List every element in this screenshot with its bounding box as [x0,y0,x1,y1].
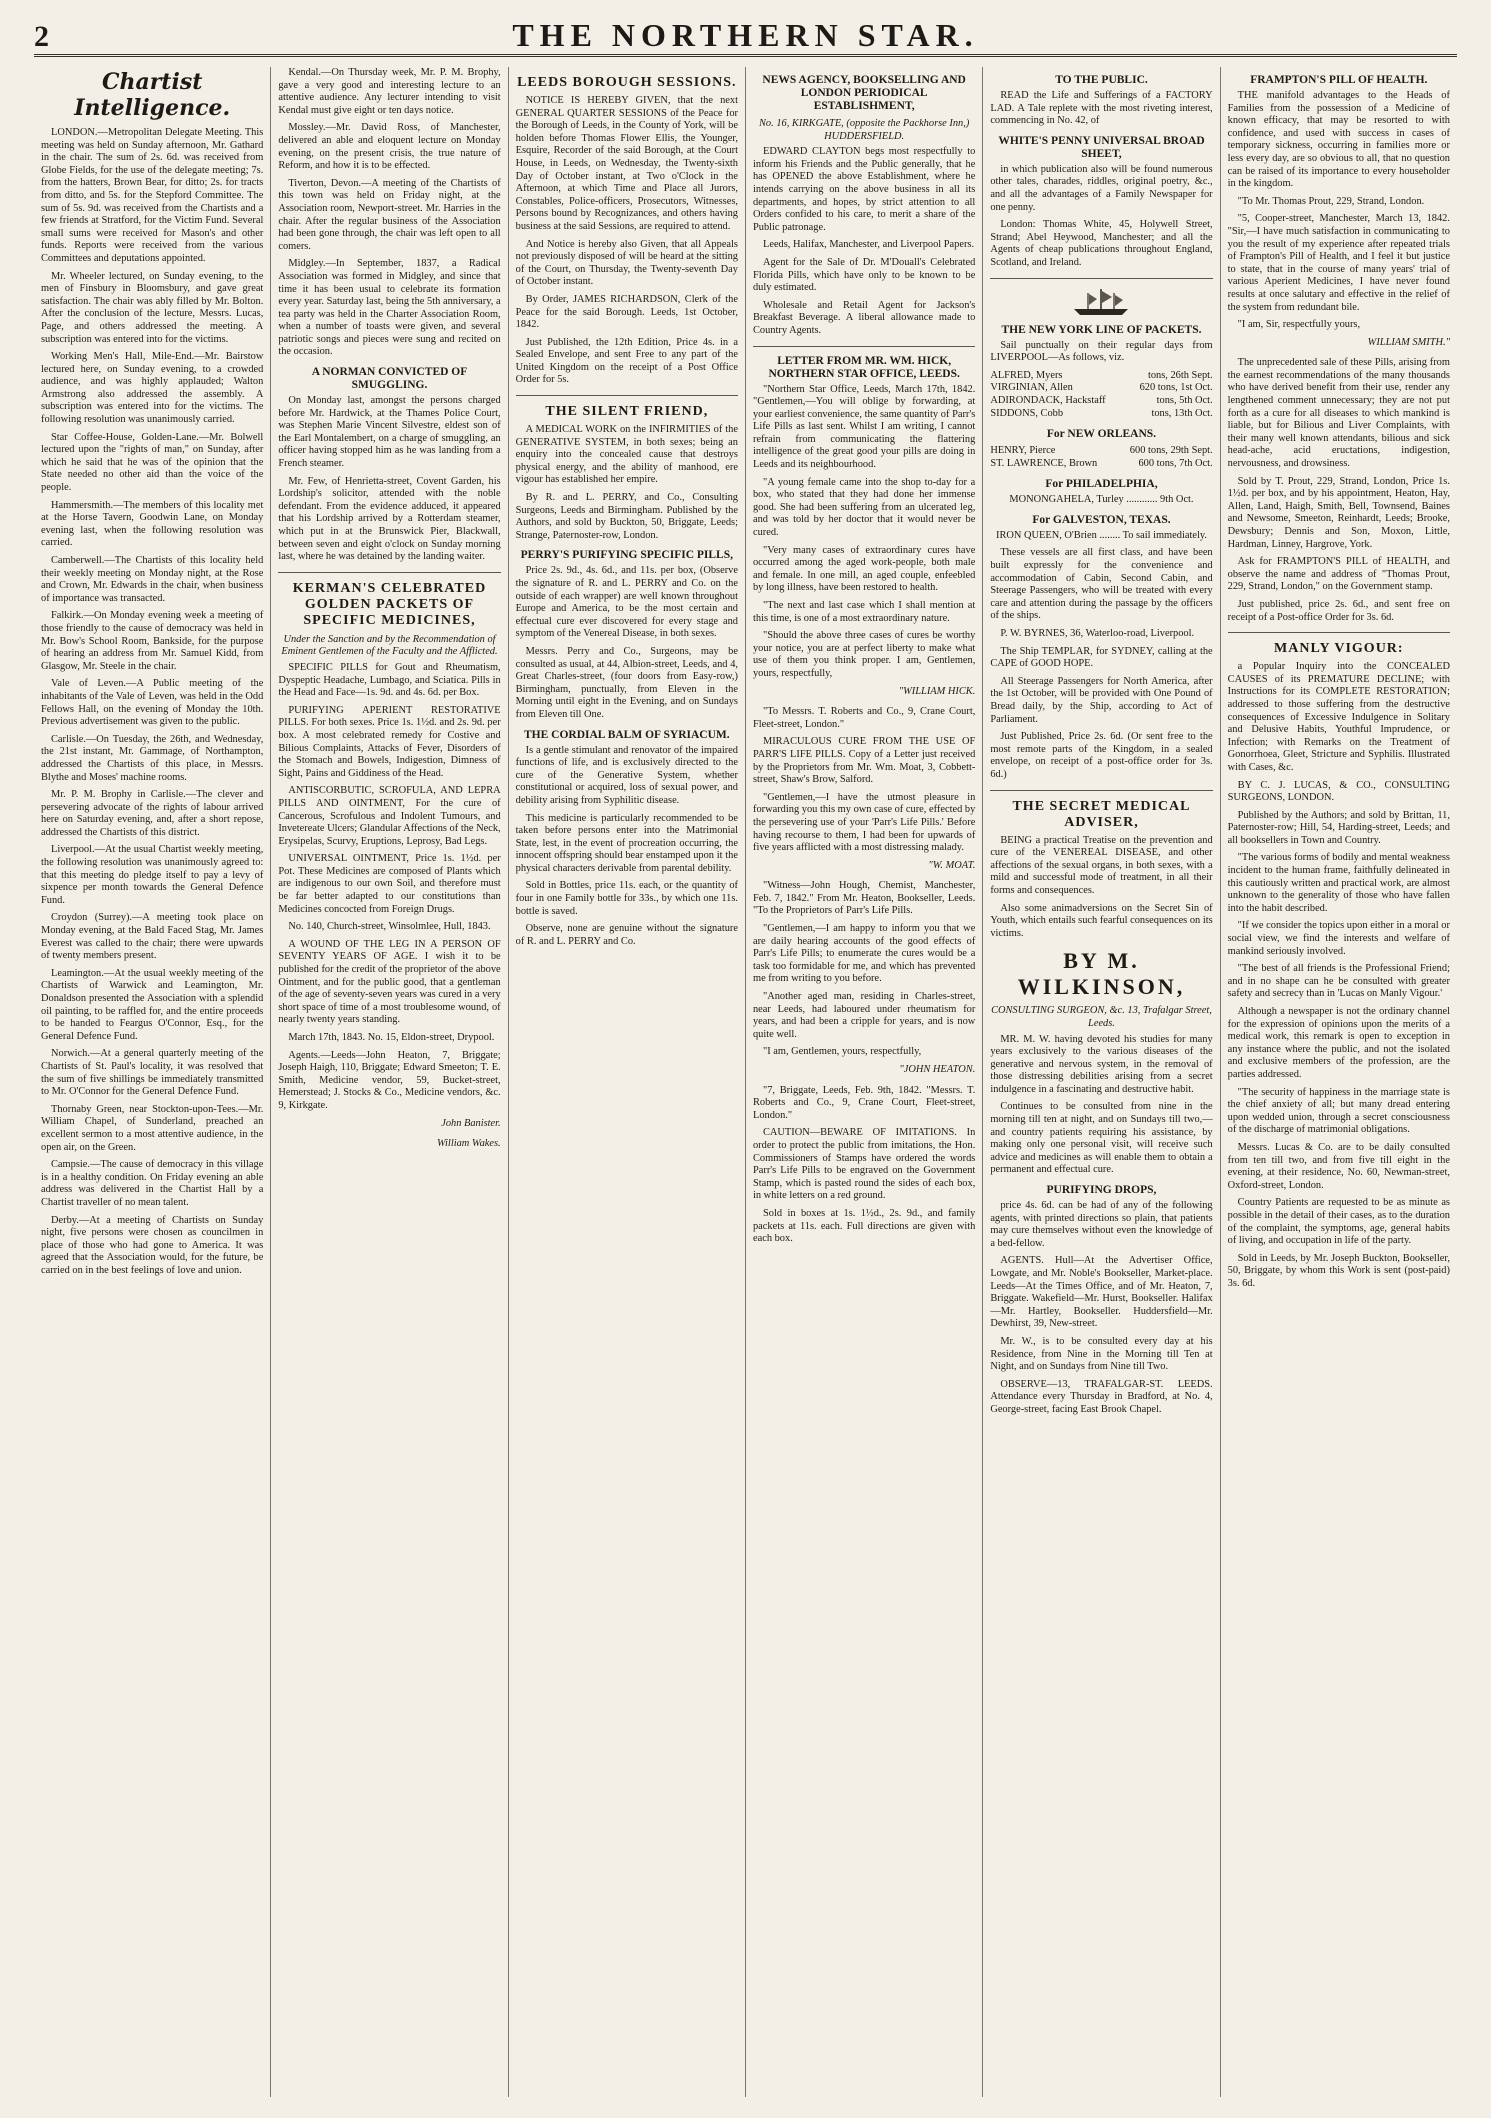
paragraph: Carlisle.—On Tuesday, the 26th, and Wednesday, the 21st instant, Mr. Gammage, of Northampton, addressed the Chartists of this place, in Messrs. Blythe and Moses' machine rooms. [41,733,264,783]
paragraph: Mr. Wheeler lectured, on Sunday evening, to the men of Finsbury in Bloomsbury, and gave great satisfaction. The chair was ably filled by Mr. Bolton. After the conclusion of the lecture, Messrs. Lucas, Page, and others addressed the meeting. A subscription was entered into for the victims. [41,270,264,345]
chartist-reports [41,127,263,1277]
paragraph: No. 140, Church-street, Winsolmlee, Hull, 1843. [288,921,491,933]
purifying-drops-heading: PURIFYING DROPS, [1046,1184,1157,1197]
paragraph: Price 2s. 9d., 4s. 6d., and 11s. per box, (Observe the signature of R. and L. PERRY and Co. on the outside of each wrapper) are well known throughout Europe and America, to be the most certain and effectual cure ever discovered for every stage and symptom of the Venereal Disease, in both sexes. [515,565,738,640]
column-1 [34,67,271,2097]
paragraph: By R. and L. PERRY, and Co., Consulting Surgeons, Leeds and Birmingham. Published by the Authors, and sold by Buckton, 50, Briggate, Leeds; Strange, Paternoster-row, London. [515,492,738,541]
ship-row [990,458,1212,471]
paragraph: "Should the above three cases of cures be worthy your notice, you are at perfect liberty to make what use of them you think proper. I am, Gentlemen, yours, respectfully, [752,630,976,679]
paragraph: March 17th, 1843. No. 15, Eldon-street, Drypool. [288,1032,495,1043]
paragraph: a Popular Inquiry into the CONCEALED CAUSES of its PREMATURE DECLINE; with Instructions for its COMPLETE RESTORATION; addressed to those suffering from the destructive consequences of Excessive Indulgence in Solitary and Delusive Habits, Youthful Imprudence, or Infection; with Remarks on the Treatment of Gonorrhoea, Gleet, Stricture and Syphilis. Illustrated with Cases, &c. [1227,661,1450,773]
paragraph: Sold by T. Prout, 229, Strand, London, Price 1s. 1½d. per box, and by his appointment, Heaton, Hay, Allen, Land, Haigh, Smith, Bell, Townsend, Baines and Newsome, Smeeton, Reinhardt, Leeds; Brooke, Dewsbury; Dennis and Son, Moxon, Little, Hardman, Linney, Hargrove, York. [1227,475,1450,550]
paragraph: By Order, JAMES RICHARDSON, Clerk of the Peace for the said Borough. Leeds, 1st October, 1842. [515,293,738,331]
paragraph: Derby.—At a meeting of Chartists on Sunday night, five persons were chosen as councilmen in place of those who had gone to America. It was agreed that the Association would, for the future, be carried on in the best feelings of love and union. [41,1214,264,1276]
ship-name: ADIRONDACK, Hackstaff [990,394,1106,406]
packets-intro [990,340,1212,365]
hick-letter-heading: LETTER FROM MR. WM. HICK, NORTHERN STAR OFFICE, LEEDS. [768,354,960,380]
manly-vigour-heading: MANLY VIGOUR: [1274,641,1404,657]
paragraph: Star Coffee-House, Golden-Lane.—Mr. Bolwell lectured upon the "rights of man," on Sunday, after which he said that he was of the opinion that the State needed no other aid than the voice of the people. [41,431,264,494]
paragraph: Mr. P. M. Brophy in Carlisle.—The clever and persevering advocate of the rights of labour arrived here on Saturday evening, and, after a short repose, addressed the Chartists of this district. [41,789,264,838]
signature-hick: "WILLIAM HICK. [898,685,976,697]
galveston-heading: For GALVESTON, TEXAS. [1032,513,1171,526]
broadsheet-heading: WHITE'S PENNY UNIVERSAL BROAD SHEET, [998,134,1205,160]
column-4 [746,67,983,2097]
ship-name: VIRGINIAN, Allen [990,382,1073,394]
paragraph: BY C. J. LUCAS, & CO., CONSULTING SURGEONS, LONDON. [1227,779,1450,804]
paragraph: "I am, Gentlemen, yours, respectfully, [762,1046,922,1058]
paragraph: Tiverton, Devon.—A meeting of the Chartists of this town was held on Friday night, at the Association room, Newport-street. Mr. Harries in the chair. After the regular business of the Association had been gone through, the chair was left open to all comers. [278,177,501,252]
paragraph: NOTICE IS HEREBY GIVEN, that the next GENERAL QUARTER SESSIONS of the Peace for the Borough of Leeds, in the County of York, will be holden before Thomas Flower Ellis, the Younger, Esquire, Recorder of the said Borough, at the Court House, in Leeds, on Wednesday, the Twenty-sixth Day of October instant, at Two o'Clock in the Afternoon, at which Time and Place all Jurors, Constables, Police-officers, Prosecutors, Witnesses, Persons bound by Recognizances, and others having business at the said Sessions, are required to attend. [515,95,738,232]
column-6 [1221,67,1457,2097]
broadsheet-advert [990,164,1212,270]
paragraph: Campsie.—The cause of democracy in this village is in a healthy condition. On Friday evening an able address was delivered in the Chartist Hall by a Chartist traveller of no mean talent. [41,1159,264,1208]
paragraph: UNIVERSAL OINTMENT, Price 1s. 1½d. per Pot. These Medicines are composed of Plants which are indigenous to our own Soil, and therefore must be far better adapted to our constitutions than Medicines concocted from Foreign Drugs. [278,853,501,915]
paragraph: THE manifold advantages to the Heads of Families from the possession of a Medicine of known efficacy, that may be resorted to with confidence, and used with success in cases of temporary sickness, occurring in families more or less every day, are so obvious to all, that no question can be raised of its importance to every householder in the kingdom. [1227,90,1450,190]
paragraph: Kendal.—On Thursday week, Mr. P. M. Brophy, gave a very good and interesting lecture to an attentive audience. Any lecturer intending to visit Kendal must give eight or ten days notice. [278,67,501,116]
paragraph: "Another aged man, residing in Charles-street, near Leeds, had laboured under rheumatism for years, and had been a cripple for years, and is now quite well. [752,991,976,1040]
signature-smith: WILLIAM SMITH." [1367,336,1450,348]
paragraph: All Steerage Passengers for North America, after the 1st October, will be provided with One Pound of Bread daily, by the Ship, according to Act of Parliament. [990,675,1213,725]
paragraph: CAUTION—BEWARE OF IMITATIONS. In order to protect the public from imitations, the Hon. Commissioners of Stamps have ordered the words Parr's Life Pills to be engraved on the Government Stamp, which is pasted round the sides of each box, in white letters on a red ground. [752,1127,976,1202]
column-2 [271,67,508,2097]
ship-row [990,382,1212,395]
paragraph: Agents.—Leeds—John Heaton, 7, Briggate; Joseph Haigh, 110, Briggate; Edward Smeeton; T. E. Smith, Medicine vendor, 59, Bucket-street, Hemerstead; J. Stocks & Co., Medicine vendors, &c. 9, Kirkgate. [278,1049,501,1111]
sessions-heading: LEEDS BOROUGH SESSIONS. [517,75,737,90]
paragraph: Messrs. Lucas & Co. are to be daily consulted from ten till two, and from five till eight in the evening, at their residence, No. 60, Newman-street, Oxford-street, London. [1227,1141,1450,1191]
paragraph: Midgley.—In September, 1837, a Radical Association was formed in Midgley, and since that time it has been usual to celebrate its formation every year. Saturday last, being the 5th anniversary, a tea party was held in the Charter Association Room, when a number of toasts were given, and several patriotic songs and pieces were sung and recited on the occasion. [278,258,501,358]
news-agency-advert [753,146,975,337]
column-5 [983,67,1220,2097]
signature-heaton: "JOHN HEATON. [899,1064,976,1075]
paragraph: "5, Cooper-street, Manchester, March 13, 1842. "Sir,—I have much satisfaction in communicating to you the result of my experience after repeated trials of Frampton's Pill of Health, and I feel it but justice to state, that in the course of many years' trial of various Aperient Medicines, I have never found results at once salutary and effective in the relief of the system from redundant bile. [1227,213,1450,313]
paragraph: "The best of all friends is the Professional Friend; and in no shape can he be consulted with greater safety and secrecy than in 'Lucas on Manly Vigour.' [1227,963,1450,1000]
paragraph: MR. M. W. having devoted his studies for many years exclusively to the various diseases of the generative and nervous system, in the removal of those distressing debilities arising from a secret indulgence in a fascinating and destructive habit. [990,1033,1213,1095]
factory-lad-advert [990,90,1212,128]
columns [34,67,1457,2097]
paragraph: "Gentlemen,—I have the utmost pleasure in forwarding you this my own case of cure, effected by the persevering use of your 'Parr's Life Pills.' Before having recourse to them, I had been for upwards of five years afflicted with a most distressing malady. [752,791,976,854]
paragraph: London: Thomas White, 45, Holywell Street, Strand; Abel Heywood, Manchester; and all the Agents of cheap publications throughout England, Scotland, and Ireland. [990,219,1213,268]
hick-letter [753,384,975,681]
caution-notice [753,1085,975,1246]
paragraph: Also some animadversions on the Secret Sin of Youth, which entails such fearful consequences on its victims. [990,902,1213,939]
paragraph: Norwich.—At a general quarterly meeting of the Chartists of St. Paul's locality, it was resolved that the sum of five shillings be immediately transmitted to Mr. O'Connor for the General Defence Fund. [41,1048,264,1098]
paragraph: "Gentlemen,—I am happy to inform you that we are daily hearing accounts of the good effects of Parr's Life Pills; to enumerate the cures would be a task too formidable for me, and which has prevented me from writing to you before. [752,923,976,985]
ship-row [990,408,1212,421]
ship-list-new-orleans [990,445,1212,470]
paragraph: Ask for FRAMPTON'S PILL of HEALTH, and observe the name and address of "Thomas Prout, 229, Strand, London," on the Government stamp. [1227,556,1450,593]
paragraph: Thornaby Green, near Stockton-upon-Tees.—Mr. William Chapel, of Sunderland, preached an excellent sermon to a most attentive audience, in the open air, on the Green. [41,1103,264,1153]
paragraph: READ the Life and Sufferings of a FACTORY LAD. A Tale replete with the most riveting interest, commencing in No. 42, of [990,90,1213,127]
paragraph: P. W. BYRNES, 36, Waterloo-road, Liverpool. [1000,628,1195,640]
paragraph: MIRACULOUS CURE FROM THE USE OF PARR'S LIFE PILLS. Copy of a Letter just received by the Proprietors from Mr. Wm. Moat, 3, Cobbett-street, Shaw's Brow, Salford. [752,736,976,786]
philadelphia-heading: For PHILADELPHIA, [1045,478,1158,491]
paragraph: Sold in Leeds, by Mr. Joseph Buckton, Bookseller, 50, Briggate, by whom this Work is sent (post-paid) 3s. 6d. [1227,1252,1450,1289]
purifying-drops-advert [990,1200,1212,1417]
paragraph: Liverpool.—At the usual Chartist weekly meeting, the following resolution was unanimously agreed to: that this meeting do pledge itself to pay a levy of sixpence per month towards the General Defence Fund. [41,844,264,906]
kerman-subheading: Under the Sanction and by the Recommendation of Eminent Gentlemen of the Faculty and the Afflicted. [281,633,498,658]
paragraph: Agent for the Sale of Dr. M'Douall's Celebrated Florida Pills, which have only to be known to be duly estimated. [752,256,976,294]
packets-heading: THE NEW YORK LINE OF PACKETS. [1001,323,1202,336]
paragraph: The Ship TEMPLAR, for SYDNEY, calling at the CAPE of GOOD HOPE. [990,645,1213,670]
cordial-balm-heading: THE CORDIAL BALM OF SYRIACUM. [524,728,730,741]
ship-row [990,370,1212,383]
ship-row [990,445,1212,458]
ship-philadelphia: MONONGAHELA, Turley ............ 9th Oct. [1009,494,1194,506]
paragraph: Leamington.—At the usual weekly meeting of the Chartists of Warwick and Leamington, Mr. Donaldson presented the Association with a splendid oil painting, to be raffled for, and the entire proceeds to be handed to Feargus O'Connor, Esq., for the General Defence Fund. [41,967,264,1042]
paragraph: These vessels are all first class, and have been built expressly for the convenience and accommodation of Cabin, Second Cabin, and Steerage Passengers, who will be treated with every care and attention during the passage by the officers of the ships. [990,547,1213,622]
paragraph: Just Published, Price 2s. 6d. (Or sent free to the most remote parts of the Kingdom, in a sealed envelope, on receipt of a post-office order for 3s. 6d.) [990,731,1213,780]
paragraph: BEING a practical Treatise on the prevention and cure of the VENEREAL DISEASE, and other affections of the sexual organs, in both sexes, with a mild and successful mode of treatment, in all their forms and consequences. [990,834,1213,896]
paragraph: ANTISCORBUTIC, SCROFULA, AND LEPRA PILLS AND OINTMENT, For the cure of Cancerous, Scrofulous and Indolent Tumours, and Invetereate Ulcers; Glandular Affections of the Neck, Erysipelas, Scurvy, Eruptions, Leprosy, Bad Legs. [278,785,501,847]
news-agency-address: No. 16, KIRKGATE, (opposite the Packhorse Inn,) HUDDERSFIELD. [759,118,970,142]
frampton-heading: FRAMPTON'S PILL OF HEALTH. [1250,74,1428,86]
paragraph: OBSERVE—13, TRAFALGAR-ST. LEEDS. Attendance every Thursday in Bradford, at No. 4, George-street, facing East Brook Chapel. [990,1378,1213,1415]
secret-adviser-advert [990,835,1212,941]
ship-tonnage-date: tons, 26th Sept. [1147,369,1213,381]
paragraph: Leeds, Halifax, Manchester, and Liverpool Papers. [762,239,975,251]
paragraph: Sold in Bottles, price 11s. each, or the quantity of four in one Family bottle for 33s., by which one 11s. bottle is saved. [515,880,738,917]
sessions-notice [516,95,738,387]
perry-pills-advert [516,565,738,721]
ship-tonnage-date: 620 tons, 1st Oct. [1139,382,1213,394]
paragraph: Wholesale and Retail Agent for Jackson's Breakfast Beverage. A liberal allowance made to Country Agents. [752,299,976,336]
cordial-balm-advert [516,745,738,949]
ship-name: SIDDONS, Cobb [990,407,1064,419]
section-heading: Chartist Intelligence. [74,69,231,121]
secret-adviser-heading: THE SECRET MEDICAL ADVISER, [1012,798,1191,830]
paragraph: AGENTS. Hull—At the Advertiser Office, Lowgate, and Mr. Noble's Bookseller, Market-place. Leeds—At the Times Office, and of Mr. Heaton, 7, Briggate. Wakefield—Mr. Hurst, Bookseller. Halifax—Mr. Hartley, Bookseller. Huddersfield—Mr. Dewhirst, 39, New-street. [990,1255,1213,1330]
kerman-heading: KERMAN'S CELEBRATED GOLDEN PACKETS OF SPECIFIC MEDICINES, [292,580,487,628]
paragraph: PURIFYING APERIENT RESTORATIVE PILLS. For both sexes. Price 1s. 1½d. and 2s. 9d. per box. A most celebrated remedy for Costive and Bilious Complaints, Attacks of Fever, Disorders of the Stomach and Bowels, Indigestion, Dimness of Sight, Pains and Giddiness of the Head. [278,704,501,779]
ship-tonnage-date: 600 tons, 7th Oct. [1138,457,1213,469]
paragraph: "To Mr. Thomas Prout, 229, Strand, London. [1237,195,1425,207]
ship-row [990,395,1212,408]
paragraph: Working Men's Hall, Mile-End.—Mr. Bairstow lectured here, on Sunday evening, to a crowded audience, and was highly applauded; Walton Armstrong also addressed the assembly. A subscription was entered into for the victims. The following resolution was unanimously carried. [41,351,264,426]
paragraph: Continues to be consulted from nine in the morning till ten at night, and on Sundays till two,—and country patients requiring his assistance, by making only one personal visit, will receive such advice and medicines as will enable them to obtain a permanent and effectual cure. [990,1101,1213,1176]
wilkinson-advert [990,1034,1212,1178]
paragraph: Mossley.—Mr. David Ross, of Manchester, delivered an able and eloquent lecture on Monday evening, on the present crisis, the true nature of Reform, and how it is to be effected. [278,122,501,172]
paragraph: "I am, Sir, respectfully yours, [1237,319,1361,331]
paragraph: Observe, none are genuine without the signature of R. and L. PERRY and Co. [515,923,738,947]
paragraph: Published by the Authors; and sold by Brittan, 11, Paternoster-row; Hill, 54, Harding-street, Leeds; and all booksellers in Town and Country. [1227,809,1450,846]
frampton-details [1228,357,1450,624]
paragraph: Camberwell.—The Chartists of this locality held their weekly meeting on Monday night, at the Rose and Crown, Mr. Edwards in the chair, when business of importance was transacted. [41,555,264,604]
smuggling-heading: A NORMAN CONVICTED OF SMUGGLING. [311,366,468,392]
paragraph: Sold in boxes at 1s. 1½d., 2s. 9d., and family packets at 11s. each. Full directions are given with each box. [752,1207,976,1245]
paragraph: Just Published, the 12th Edition, Price 4s. in a Sealed Envelope, and sent Free to any part of the United Kingdom on the receipt of a Post Office Order for 5s. [515,336,738,386]
ship-name: ALFRED, Myers [990,369,1063,381]
paragraph: price 4s. 6d. can be had of any of the following agents, with printed directions so plain, that patients may cure themselves without even the knowledge of a bed-fellow. [990,1200,1213,1249]
signature-banister: John Banister. [441,1117,501,1129]
silent-friend-heading: THE SILENT FRIEND, [545,404,709,420]
paragraph: Just published, price 2s. 6d., and sent free on receipt of a Post-office Order for 3s. 6d. [1227,598,1450,623]
signature-wakes: William Wakes. [436,1138,501,1150]
heaton-letter [753,880,975,1059]
page-number: 2 [34,20,49,53]
to-the-public-heading: TO THE PUBLIC. [1055,74,1148,86]
packets-details [990,547,1212,781]
paragraph: Falkirk.—On Monday evening week a meeting of those friendly to the cause of democracy was held in Mr. Bow's School Room, Bankside, for the purpose of hearing an address from Mr. Samuel Kidd, from Glasgow, Mr. Steele in the chair. [41,610,264,672]
paragraph: Is a gentle stimulant and renovator of the impaired functions of life, and is exclusively directed to the cure of the Generative System, whether constitutional or acquired, loss of sexual power, and debility arising from Syphilitic disease. [515,744,738,806]
kerman-advert [278,662,500,1113]
paragraph: "The next and last case which I shall mention at this time, is one of a most extraordinary nature. [752,600,976,624]
paragraph: "To Messrs. T. Roberts and Co., 9, Crane Court, Fleet-street, London." [752,706,976,730]
paragraph: On Monday last, amongst the persons charged before Mr. Hardwick, at the Thames Police Court, was Stephen Marie Vincent Silvestre, eldest son of the Earl Montalembert, on a charge of smuggling, an officer having stopped him as he was landing from a French steamer. [278,395,501,470]
smuggling-story [278,395,500,564]
silent-friend-advert [516,424,738,542]
paragraph: Mr. W., is to be consulted every day at his Residence, from Nine in the Morning till Ten at Night, and on Sundays from Nine till Two. [990,1335,1213,1373]
paragraph: Vale of Leven.—A Public meeting of the inhabitants of the Vale of Leven, was held in the Odd Fellows Hall, on the evening of Monday the 10th. Previous advertisement was given to the public. [41,678,264,728]
manly-vigour-advert [1228,661,1450,1290]
paragraph: The unprecedented sale of these Pills, arising from the earnest recommendations of the many thousands who have derived benefit from their use, render any lengthened comment unnecessary; they are not put forth as a cure for all diseases to which mankind is liable, but for Bilious and Liver Complaints, with their many well known attendants, bilious and sick head-ache, acid eructations, indigestion, nervousness, and drowsiness. [1227,357,1450,470]
paragraph: "The various forms of bodily and mental weakness incident to the human frame, faithfully delineated in this cautiously written and practical work, are almost unknown to the generality of those who have fallen into the habit described. [1227,852,1450,914]
paragraph: SPECIFIC PILLS for Gout and Rheumatism, Dyspeptic Headache, Lumbago, and Sciatica. Pills in the Head and Face—1s. 9d. and 4s. 6d. per Box. [278,661,501,699]
ship-galveston: IRON QUEEN, O'Brien ........ To sail immediately. [996,529,1207,541]
paragraph: "7, Briggate, Leeds, Feb. 9th, 1842. "Messrs. T. Roberts and Co., 9, Crane Court, Fleet-street, London." [752,1084,976,1121]
sailing-ship-icon [1066,287,1136,317]
masthead [34,14,1457,57]
paragraph: A WOUND OF THE LEG IN A PERSON OF SEVENTY YEARS OF AGE. I wish it to be published for the credit of the proprietor of the above Ointment, and for the public good, that a gentleman of the age of seventy-seven years was cured in a very short space of time of a most troublesome wound, of nearly twenty years standing. [278,938,501,1026]
ship-tonnage-date: 600 tons, 29th Sept. [1129,445,1213,457]
paragraph: Mr. Few, of Henrietta-street, Covent Garden, his Lordship's solicitor, attended with the noble defendant. From the evidence adduced, it appeared that his Lordship arrived by a Rotterdam steamer, which put in at the Brunswick Pier, Blackwall, between seven and eight o'clock on Sunday morning last, where he was detained by the landing waiter. [278,475,501,563]
ship-tonnage-date: tons, 5th Oct. [1156,394,1213,406]
paragraph: "Northern Star Office, Leeds, March 17th, 1842. "Gentlemen,—You will oblige by forwarding, at your earliest convenience, the same quantity of Parr's Life Pills as last sent. Whilst I am writing, I cannot refrain from communicating the flattering intelligence of the great good your pills are doing in Leeds and its neighbourhood. [752,383,976,471]
paragraph: Messrs. Perry and Co., Surgeons, may be consulted as usual, at 44, Albion-street, Leeds, and 4, Great Charles-street, (four doors from Easy-row,) Birmingham, punctually, from Eleven in the Morning until eight in the Evening, and on Sundays from Eleven till One. [515,645,738,720]
wilkinson-name: BY M. WILKINSON, [1017,948,1186,1000]
paragraph: "A young female came into the shop to-day for a box, who stated that they had done her immense good. She had been suffering from an ulcerated leg, and was told by her doctor that it would never be cured. [752,476,976,539]
paragraph: Hammersmith.—The members of this locality met at the Horse Tavern, Goodwin Lane, on Monday evening last, when the following resolution was carried. [41,499,264,549]
newspaper-title: THE NORTHERN STAR. [512,17,979,53]
paragraph: "If we consider the topics upon either in a moral or social view, we find the interests and welfare of mankind seriously involved. [1227,920,1450,957]
new-orleans-heading: For NEW ORLEANS. [1046,428,1157,441]
local-reports [278,67,500,359]
paragraph: Croydon (Surrey).—A meeting took place on Monday evening, at the Bald Faced Stag, Mr. James Everest was called to the chair; there were upwards of twenty members present. [41,912,264,962]
ship-name: ST. LAWRENCE, Brown [990,457,1098,469]
ship-name: HENRY, Pierce [990,445,1056,457]
frampton-advert [1228,90,1450,332]
paragraph: "The security of happiness in the marriage state is the chief anxiety of all; but many dread entering upon wedded union, through a secret consciousness of the discharge of matrimonial obligations. [1227,1086,1450,1136]
ship-tonnage-date: tons, 13th Oct. [1151,407,1213,419]
paragraph: EDWARD CLAYTON begs most respectfully to inform his Friends and the Public generally, that he has OPENED the above Establishment, where he intends carrying on the above business in all its departments, and hopes, by strict attention to all Orders confided to his care, to merit a share of the Public patronage. [752,146,976,233]
ship-list-new-york [990,370,1212,420]
news-agency-heading: NEWS AGENCY, BOOKSELLING AND LONDON PERIODICAL ESTABLISHMENT, [762,74,966,112]
signature-moat: "W. MOAT. [928,859,976,871]
paragraph: in which publication also will be found numerous other tales, charades, riddles, original poetry, &c., and all the advantages of a Family Newspaper for one penny. [990,163,1213,213]
paragraph: Sail punctually on their regular days from LIVERPOOL—As follows, viz. [990,339,1213,364]
moat-letter [753,706,975,855]
paragraph: And Notice is hereby also Given, that all Appeals not previously disposed of will be heard at the sitting of the Court, on Thursday, the Twenty-seventh Day of October instant. [515,238,738,288]
paragraph: Country Patients are requested to be as minute as possible in the detail of their cases, as to the duration of the complaint, the symptoms, age, general habits of living, and occupation in life of the party. [1227,1197,1450,1247]
paragraph: "Very many cases of extraordinary cures have occurred among the aged work-people, both male and female. In one mill, an aged couple, enfeebled by long illness, have been restored to health. [752,544,976,594]
paragraph: This medicine is particularly recommended to be taken before persons enter into the Matrimonial State, lest, in the event of procreation occurring, the innocent offspring should bear enstamped upon it the physical characters derivable from parental debility. [515,812,738,874]
paragraph: Although a newspaper is not the ordinary channel for the expression of opinions upon the merits of a medical work, this remark is open to exception in any instance where the public, and not the isolated and exclusive members of the profession, are the parties addressed. [1227,1006,1450,1080]
paragraph: LONDON.—Metropolitan Delegate Meeting. This meeting was held on Sunday afternoon, Mr. Gathard in the chair. The sum of 2s. 6d. was received from Globe Fields, for the use of the delegate meeting; 7s. from the hatters, Brown Bear, for ditto; 2s. for tracts from ditto, and 5s. for the Stepford Committee. The sum of 5s. 9d. was received from the Chartists and a few friends at Stratford, for the Victim Fund. Several small sums were received for Mason's and other funds. Reports were received from the various Committees and deputations appointed. [41,127,264,264]
wilkinson-address: CONSULTING SURGEON, &c. 13, Trafalgar Street, Leeds. [991,1005,1212,1029]
perry-pills-heading: PERRY'S PURIFYING SPECIFIC PILLS, [520,549,733,562]
paragraph: A MEDICAL WORK on the INFIRMITIES of the GENERATIVE SYSTEM, in both sexes; being an enquiry into the concealed cause that destroys physical energy, and the ability of manhood, ere vigour has established her empire. [515,424,738,486]
paragraph: "Witness—John Hough, Chemist, Manchester, Feb. 7, 1842." From Mr. Heaton, Bookseller, Leeds. "To the Proprietors of Parr's Life Pills. [752,880,976,917]
column-3 [509,67,746,2097]
